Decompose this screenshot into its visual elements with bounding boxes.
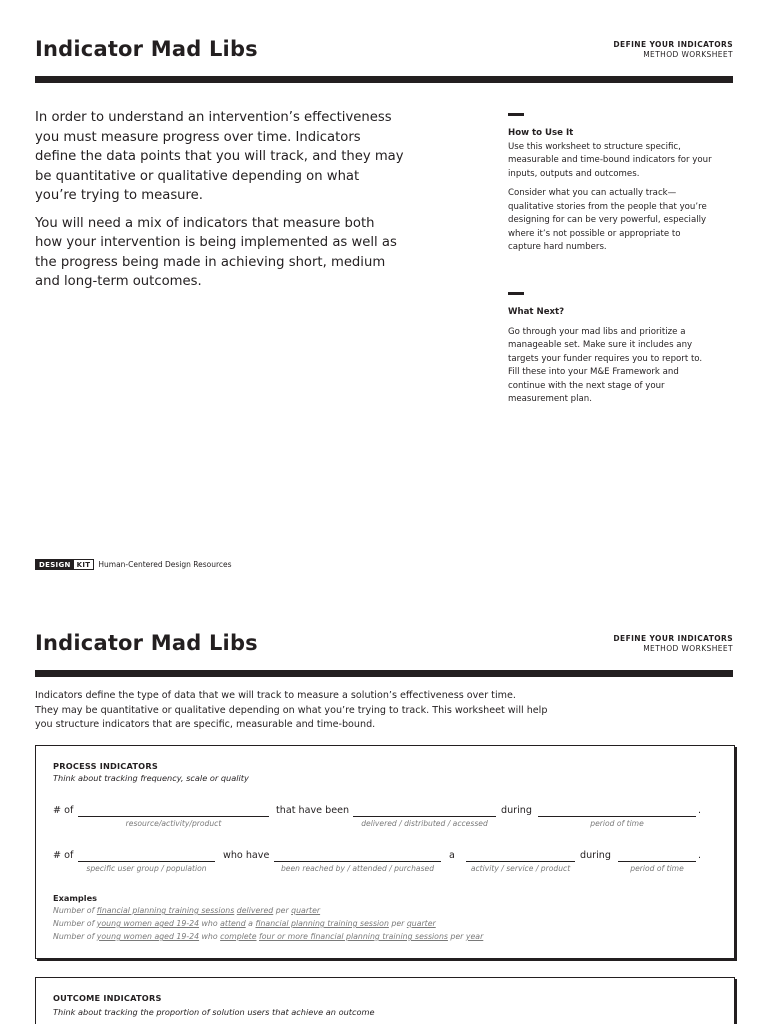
footer-text: Human-Centered Design Resources bbox=[98, 560, 232, 569]
page-title: Indicator Mad Libs bbox=[35, 37, 258, 61]
tag-type: METHOD WORKSHEET bbox=[643, 644, 733, 653]
example-text: Number of bbox=[53, 932, 97, 941]
how-to-use-section bbox=[508, 113, 713, 261]
madlib-word: who have bbox=[223, 850, 270, 861]
how-to-use-text: Consider what you can actually track—qualitative stories from the people that you’re designing for can be very powerful, especially where it’s not possible or appropriate to capture hard numbers. bbox=[508, 188, 707, 252]
intro-line: you structure indicators that are specific, measurable and time-bound. bbox=[35, 719, 376, 730]
intro-text bbox=[35, 108, 405, 300]
example-line bbox=[53, 906, 320, 915]
example-blank: quarter bbox=[406, 919, 436, 928]
tag-section: DEFINE YOUR INDICATORS bbox=[613, 634, 733, 643]
examples-heading: Examples bbox=[53, 893, 98, 903]
page-tag bbox=[613, 40, 733, 60]
title-rule bbox=[35, 670, 733, 677]
madlib-blank-user-group[interactable] bbox=[78, 861, 215, 862]
madlib-hint: period of time bbox=[630, 864, 684, 873]
madlib-hint: activity / service / product bbox=[470, 864, 571, 873]
process-indicators-box bbox=[35, 745, 735, 959]
example-line bbox=[53, 932, 483, 941]
example-blank: financial planning training sessions bbox=[96, 906, 235, 915]
example-blank: four or more financial planning training sessions bbox=[259, 932, 448, 941]
madlib-period: . bbox=[698, 850, 702, 861]
madlib-blank-period[interactable] bbox=[538, 816, 696, 817]
madlib-word: a bbox=[449, 850, 455, 861]
worksheet-page-2 bbox=[0, 595, 768, 1024]
what-next-text: Go through your mad libs and prioritize a manageable set. Make sure it includes any targets your funder requires you to report to. Fill these into your M&E Framework and continue with the next stage of your measurement plan. bbox=[508, 326, 703, 404]
madlib-hint: specific user group / population bbox=[86, 864, 207, 873]
madlib-word: during bbox=[501, 805, 532, 816]
section-dash bbox=[508, 113, 524, 116]
example-text: Number of bbox=[53, 906, 97, 915]
madlib-word: # of bbox=[53, 805, 74, 816]
madlib-hint: delivered / distributed / accessed bbox=[361, 819, 488, 828]
madlib-word: # of bbox=[53, 850, 74, 861]
page-tag bbox=[613, 634, 733, 654]
process-heading: PROCESS INDICATORS bbox=[53, 761, 158, 771]
madlib-blank-period[interactable] bbox=[618, 861, 696, 862]
madlib-blank-resource[interactable] bbox=[78, 816, 269, 817]
intro-line: They may be quantitative or qualitative depending on what you’re trying to track. This worksheet will help bbox=[35, 704, 548, 716]
intro-line: Indicators define the type of data that we will track to measure a solution’s effectiveness over time. bbox=[35, 690, 516, 701]
example-line bbox=[53, 919, 436, 928]
outcome-subheading: Think about tracking the proportion of solution users that achieve an outcome bbox=[53, 1007, 375, 1017]
example-text: Number of bbox=[53, 919, 97, 928]
example-text: a bbox=[245, 919, 256, 928]
logo-kit: KIT bbox=[76, 560, 91, 569]
intro-paragraph: In order to understand an intervention’s effectiveness you must measure progress over time. Indicators define the data points that you will track, and they may be quantitative or qualitative depending on what you’re trying to measure. bbox=[35, 110, 404, 203]
example-blank: young women aged 19-24 bbox=[96, 932, 200, 941]
example-blank: quarter bbox=[291, 906, 321, 915]
tag-section: DEFINE YOUR INDICATORS bbox=[613, 40, 733, 49]
example-blank: young women aged 19-24 bbox=[96, 919, 200, 928]
what-next-heading: What Next? bbox=[508, 307, 565, 317]
outcome-indicators-box bbox=[35, 977, 735, 1024]
how-to-use-heading: How to Use It bbox=[508, 128, 574, 138]
madlib-word: that have been bbox=[276, 805, 350, 816]
madlib-period: . bbox=[698, 805, 702, 816]
footer bbox=[35, 559, 232, 570]
madlib-hint: been reached by / attended / purchased bbox=[280, 864, 435, 873]
process-subheading: Think about tracking frequency, scale or quality bbox=[53, 773, 249, 783]
madlib-hint: period of time bbox=[590, 819, 644, 828]
example-text: per bbox=[273, 906, 292, 915]
madlib-blank-activity[interactable] bbox=[466, 861, 575, 862]
example-text: who bbox=[199, 919, 221, 928]
tag-type: METHOD WORKSHEET bbox=[643, 50, 733, 59]
example-blank: financial planning training session bbox=[255, 919, 389, 928]
madlib-blank-delivered[interactable] bbox=[353, 816, 496, 817]
example-blank: complete bbox=[220, 932, 257, 941]
madlib-hint: resource/activity/product bbox=[125, 819, 222, 828]
intro-paragraph: You will need a mix of indicators that measure both how your intervention is being implemented as well as the progress being made in achieving short, medium and long-term outcomes. bbox=[35, 215, 397, 289]
madlib-word: during bbox=[580, 850, 611, 861]
how-to-use-text: Use this worksheet to structure specific, measurable and time-bound indicators for your inputs, outputs and outcomes. bbox=[508, 141, 712, 179]
example-text: per bbox=[388, 919, 407, 928]
what-next-section bbox=[508, 292, 713, 413]
logo-design: DESIGN bbox=[36, 560, 74, 569]
example-blank: delivered bbox=[236, 906, 274, 915]
design-kit-logo bbox=[35, 559, 94, 570]
outcome-heading: OUTCOME INDICATORS bbox=[53, 993, 162, 1003]
example-blank: year bbox=[465, 932, 484, 941]
madlib-blank-reached[interactable] bbox=[274, 861, 441, 862]
worksheet-intro bbox=[35, 689, 595, 733]
section-dash bbox=[508, 292, 524, 295]
example-blank: attend bbox=[220, 919, 246, 928]
page-title: Indicator Mad Libs bbox=[35, 631, 258, 655]
example-text: who bbox=[199, 932, 221, 941]
title-rule bbox=[35, 76, 733, 83]
example-text: per bbox=[447, 932, 466, 941]
